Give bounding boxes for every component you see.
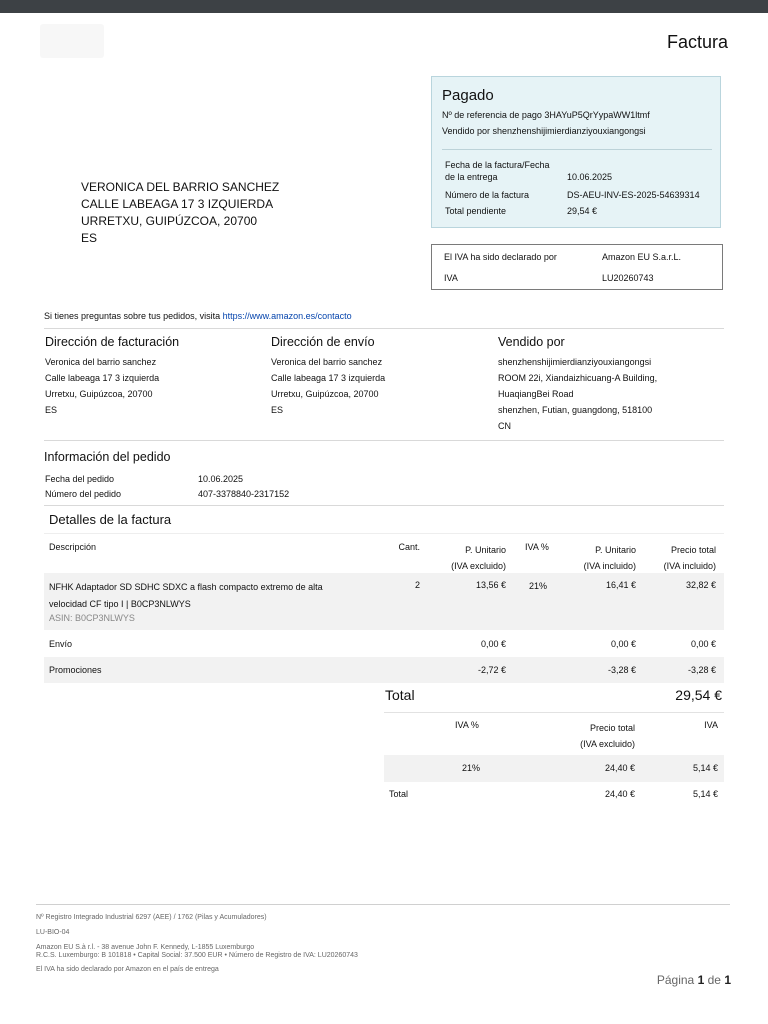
shipping-address-title: Dirección de envío <box>271 335 375 349</box>
item-name: NFHK Adaptador SD SDHC SDXC a flash compacto extremo de alta velocidad CF tipo I | B0CP3NLWYS <box>49 582 323 609</box>
top-bar <box>0 0 768 13</box>
page-title: Factura <box>666 32 728 52</box>
col-vat-pct: IVA % <box>525 542 549 552</box>
invoice-date-label: Fecha de la factura/Fecha de la entrega <box>445 160 550 182</box>
payment-reference-label: Nº de referencia de pago <box>442 110 542 120</box>
logo <box>40 24 104 58</box>
order-number-label: Número del pedido <box>45 489 122 499</box>
promotions-unit-incl: -3,28 € <box>607 665 636 675</box>
divider <box>384 712 724 713</box>
invoice-date-value: 10.06.2025 <box>567 172 613 182</box>
table-row <box>44 573 724 630</box>
col-unit-price-incl: P. Unitario (IVA incluido) <box>583 545 636 571</box>
order-date-value: 10.06.2025 <box>198 474 244 484</box>
shipping-address: Veronica del barrio sanchez Calle labeaga 17 3 izquierda Urretxu, Guipúzcoa, 20700 ES <box>271 357 386 415</box>
vat-summary-pct: 21% <box>462 763 481 773</box>
seller-address: shenzhenshijimierdianziyouxiangongsi ROOM 22i, Xiandaizhicuang-A Building, HuaqiangBei Road shenzhen, Futian, guangdong, 518100 CN <box>498 357 658 431</box>
divider <box>44 533 724 534</box>
item-total-incl: 32,82 € <box>685 580 716 590</box>
promotions-label: Promociones <box>49 665 102 675</box>
vat-summary-col-vat: IVA <box>704 720 718 730</box>
vat-summary-col-pct: IVA % <box>455 720 479 730</box>
payment-summary-box <box>431 76 721 228</box>
invoice-number-label: Número de la factura <box>445 190 530 200</box>
col-unit-price-excl: P. Unitario (IVA excluido) <box>451 545 506 571</box>
vat-summary-col-total: Precio total (IVA excluido) <box>580 723 635 749</box>
col-description: Descripción <box>49 542 97 552</box>
item-quantity: 2 <box>414 580 420 590</box>
vat-summary-row <box>384 755 724 782</box>
divider <box>36 904 730 905</box>
col-quantity: Cant. <box>398 542 420 552</box>
table-row <box>44 631 724 657</box>
contact-line <box>44 310 352 322</box>
address-line: CALLE LABEAGA 17 3 IZQUIERDA <box>81 197 274 211</box>
vat-summary-total: 24,40 € <box>604 763 635 773</box>
address-line: URRETXU, GUIPÚZCOA, 20700 <box>81 214 258 228</box>
invoice-total-value: 29,54 € <box>675 687 722 703</box>
payment-reference <box>442 109 650 121</box>
payment-seller-line: Vendido por shenzhenshijimierdianziyouxiangongsi <box>442 126 646 136</box>
total-pending-label: Total pendiente <box>445 206 507 216</box>
vat-declared-value: Amazon EU S.a.r.L. <box>602 252 682 262</box>
vat-id-value: LU20260743 <box>602 273 654 283</box>
invoice-number-value: DS-AEU-INV-ES-2025-54639314 <box>567 190 700 200</box>
footer-registry: Nº Registro Integrado Industrial 6297 (AEE) / 1762 (Pilas y Acumuladores) <box>36 914 267 921</box>
divider <box>44 440 724 441</box>
item-unit-price-incl: 16,41 € <box>605 580 636 590</box>
vat-summary-total-total: 24,40 € <box>604 789 635 799</box>
item-vat-pct: 21% <box>529 581 548 591</box>
contact-link[interactable]: https://www.amazon.es/contacto <box>222 311 352 321</box>
invoice-details-title: Detalles de la factura <box>49 512 172 527</box>
shipping-total-incl: 0,00 € <box>690 639 716 649</box>
billing-address: Veronica del barrio sanchez Calle labeaga 17 3 izquierda Urretxu, Guipúzcoa, 20700 ES <box>45 357 160 415</box>
shipping-unit-incl: 0,00 € <box>610 639 636 649</box>
promotions-total-incl: -3,28 € <box>687 665 716 675</box>
contact-text: Si tienes preguntas sobre tus pedidos, visita <box>44 311 221 321</box>
footer-vat-note: El IVA ha sido declarado por Amazon en el país de entrega <box>36 966 219 973</box>
vat-declared-label: El IVA ha sido declarado por <box>444 252 557 262</box>
payment-status: Pagado <box>442 87 494 104</box>
order-number-value: 407-3378840-2317152 <box>198 489 290 499</box>
shipping-label: Envío <box>49 639 73 649</box>
table-row <box>44 657 724 683</box>
footer-bio-code: LU-BIO-04 <box>36 929 70 936</box>
page-number: Página 1 de 1 <box>656 973 731 987</box>
vat-summary-total-vat: 5,14 € <box>692 789 718 799</box>
order-info-title: Información del pedido <box>44 450 171 464</box>
vat-summary-total-label: Total <box>389 789 409 799</box>
footer-company-address: Amazon EU S.à r.l. - 38 avenue John F. Kennedy, L-1855 Luxemburgo <box>36 944 255 951</box>
col-total-incl: Precio total (IVA incluido) <box>663 545 716 571</box>
vat-id-label: IVA <box>444 273 458 283</box>
item-asin: ASIN: B0CP3NLWYS <box>49 613 135 623</box>
seller-title: Vendido por <box>498 335 565 349</box>
address-line: ES <box>81 231 98 245</box>
divider <box>44 328 724 329</box>
vat-declared-box <box>431 244 723 290</box>
shipping-unit-excl: 0,00 € <box>480 639 506 649</box>
promotions-unit-excl: -2,72 € <box>477 665 506 675</box>
item-unit-price-excl: 13,56 € <box>475 580 506 590</box>
vat-summary-vat: 5,14 € <box>692 763 718 773</box>
payment-reference-value: 3HAYuP5QrYypaWW1ltmf <box>544 110 650 120</box>
divider <box>44 505 724 506</box>
divider <box>442 149 712 150</box>
order-date-label: Fecha del pedido <box>45 474 115 484</box>
footer-company-registry: R.C.S. Luxemburgo: B 101818 • Capital Social: 37.500 EUR • Número de Registro de IVA: LU20260743 <box>36 952 358 959</box>
invoice-total-label: Total <box>385 687 415 703</box>
address-line: VERONICA DEL BARRIO SANCHEZ <box>81 180 280 194</box>
billing-address-title: Dirección de facturación <box>45 335 180 349</box>
recipient-address <box>81 179 279 247</box>
total-pending-value: 29,54 € <box>567 206 598 216</box>
